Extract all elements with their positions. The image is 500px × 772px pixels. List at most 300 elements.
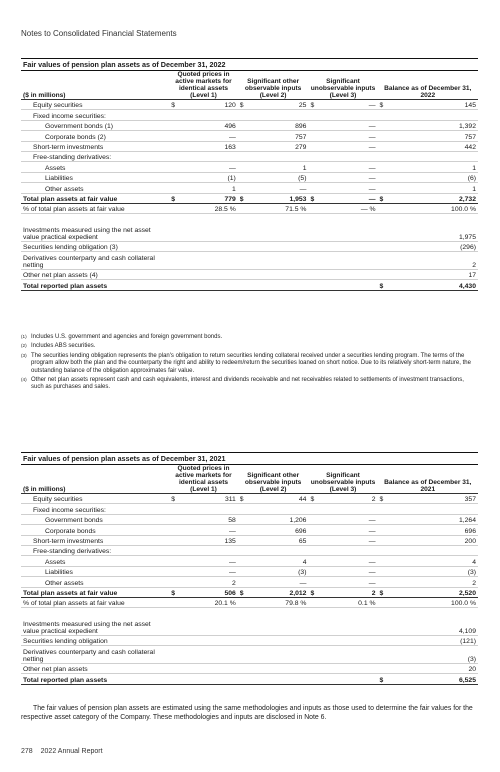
reconciliation-row xyxy=(21,664,478,674)
cell-c3: — xyxy=(318,131,377,141)
currency-symbol xyxy=(238,131,248,141)
currency-symbol xyxy=(169,183,179,193)
cell-c1: 1 xyxy=(179,183,238,193)
currency-symbol xyxy=(308,162,318,172)
cell-c4: 1,264 xyxy=(387,514,478,524)
cell-c4: 4 xyxy=(387,556,478,566)
row-label: Assets xyxy=(21,556,169,566)
spacer xyxy=(169,224,179,242)
currency-symbol xyxy=(238,556,248,566)
currency-symbol xyxy=(169,141,179,151)
footnote xyxy=(21,353,478,375)
footnotes xyxy=(21,334,478,394)
cell-c4: 1 xyxy=(387,162,478,172)
page-footer xyxy=(21,748,109,755)
cell-c3: — xyxy=(318,172,377,182)
row-label: Assets xyxy=(21,162,169,172)
footnote-text: The securities lending obligation represents the plan's obligation to return securities lending collateral received under a securities lending program. The terms of the program allow both the plan and the counterparty the right and ability to redeem/return the securities loaned on short notice. Due to its relatively short-term nature, the outstanding balance of the obligation approximates fair value. xyxy=(31,352,471,374)
row-label: Investments measured using the net asset value practical expedient xyxy=(21,224,169,242)
cell-c1: 496 xyxy=(179,120,238,130)
currency-symbol xyxy=(169,545,179,555)
footnote-marker: (2) xyxy=(21,343,27,349)
fair-value-table xyxy=(21,465,478,685)
row-label: % of total plan assets at fair value xyxy=(21,597,169,607)
cell-c3: — xyxy=(318,535,377,545)
table-row xyxy=(21,172,478,182)
spacer xyxy=(179,270,238,280)
currency-symbol xyxy=(238,504,248,514)
row-label: Other assets xyxy=(21,183,169,193)
cell-c3 xyxy=(318,504,377,514)
row-label: Total reported plan assets xyxy=(21,674,169,684)
currency-symbol xyxy=(378,162,388,172)
cell-c1: (1) xyxy=(179,172,238,182)
cell-c4: 2,732 xyxy=(387,193,478,203)
currency-symbol: $ xyxy=(238,494,248,504)
cell-c1: 506 xyxy=(179,587,238,597)
spacer xyxy=(248,224,309,242)
cell-c4 xyxy=(387,545,478,555)
currency-symbol xyxy=(378,141,388,151)
cell-c3: 0.1 % xyxy=(318,597,377,607)
cell-c3: — xyxy=(318,162,377,172)
currency-symbol xyxy=(308,504,318,514)
currency-symbol xyxy=(169,514,179,524)
currency-symbol xyxy=(308,535,318,545)
cell-c4: 200 xyxy=(387,535,478,545)
row-label: Government bonds (1) xyxy=(21,120,169,130)
currency-symbol xyxy=(238,183,248,193)
cell-c1: 2 xyxy=(179,577,238,587)
spacer xyxy=(169,252,179,270)
currency-symbol xyxy=(238,566,248,576)
row-label: Corporate bonds (2) xyxy=(21,131,169,141)
currency-symbol: $ xyxy=(169,193,179,203)
cell-value: (3) xyxy=(387,646,478,664)
row-label: Derivatives counterparty and cash collateral netting xyxy=(21,646,169,664)
spacer xyxy=(169,635,179,645)
spacer xyxy=(308,618,318,636)
spacer xyxy=(238,618,248,636)
currency-symbol xyxy=(308,151,318,161)
currency-symbol xyxy=(308,120,318,130)
spacer xyxy=(238,597,248,607)
table-row xyxy=(21,535,478,545)
cell-c4: 757 xyxy=(387,131,478,141)
row-label: Short-term investments xyxy=(21,141,169,151)
currency-symbol xyxy=(378,110,388,120)
spacer xyxy=(318,224,377,242)
col-level1: Quoted prices in active markets for identical assets (Level 1) xyxy=(169,71,238,100)
currency-symbol xyxy=(169,110,179,120)
row-label: Securities lending obligation (3) xyxy=(21,241,169,251)
cell-c1 xyxy=(179,110,238,120)
cell-c2 xyxy=(248,545,309,555)
spacer xyxy=(378,270,388,280)
currency-symbol xyxy=(378,525,388,535)
spacer xyxy=(169,674,179,684)
row-label: Other assets xyxy=(21,577,169,587)
percent-row xyxy=(21,597,478,607)
spacer xyxy=(169,597,179,607)
table-row xyxy=(21,504,478,514)
spacer xyxy=(179,252,238,270)
spacer xyxy=(318,618,377,636)
currency-symbol xyxy=(308,577,318,587)
spacer xyxy=(378,635,388,645)
cell-c2: 1 xyxy=(248,162,309,172)
row-label: Investments measured using the net asset value practical expedient xyxy=(21,618,169,636)
cell-value: (121) xyxy=(387,635,478,645)
currency-symbol xyxy=(238,151,248,161)
cell-c2: (3) xyxy=(248,566,309,576)
cell-c2: — xyxy=(248,183,309,193)
spacer xyxy=(248,674,309,684)
cell-c1 xyxy=(179,151,238,161)
currency-symbol: $ xyxy=(308,587,318,597)
currency-symbol xyxy=(378,577,388,587)
spacer xyxy=(308,635,318,645)
row-label: % of total plan assets at fair value xyxy=(21,203,169,213)
spacer xyxy=(378,252,388,270)
row-label: Corporate bonds xyxy=(21,525,169,535)
cell-c4: 145 xyxy=(387,100,478,110)
col-level2: Significant other observable inputs (Level 2) xyxy=(238,465,309,494)
spacer xyxy=(179,280,238,290)
currency-symbol xyxy=(378,131,388,141)
spacer xyxy=(378,597,388,607)
footnote-text: Includes ABS securities. xyxy=(31,343,96,350)
cell-c4: (3) xyxy=(387,566,478,576)
spacer xyxy=(378,664,388,674)
row-label: Other net plan assets xyxy=(21,664,169,674)
cell-c2: 79.8 % xyxy=(248,597,309,607)
reconciliation-row xyxy=(21,618,478,636)
currency-symbol xyxy=(308,183,318,193)
currency-symbol xyxy=(308,141,318,151)
cell-c3 xyxy=(318,545,377,555)
currency-symbol xyxy=(169,151,179,161)
cell-c1: 163 xyxy=(179,141,238,151)
currency-symbol xyxy=(169,172,179,182)
table-row xyxy=(21,110,478,120)
spacer xyxy=(308,252,318,270)
spacer xyxy=(238,280,248,290)
cell-c1: — xyxy=(179,131,238,141)
cell-c4: 2 xyxy=(387,577,478,587)
cell-c2: 65 xyxy=(248,535,309,545)
row-label: Securities lending obligation xyxy=(21,635,169,645)
spacer xyxy=(248,664,309,674)
table-header-row xyxy=(21,465,478,494)
currency-symbol xyxy=(308,172,318,182)
cell-c2 xyxy=(248,110,309,120)
spacer xyxy=(318,241,377,251)
table-row xyxy=(21,556,478,566)
page-number: 278 xyxy=(21,748,33,755)
spacer xyxy=(248,635,309,645)
cell-value: 4,430 xyxy=(387,280,478,290)
currency-symbol: $ xyxy=(378,674,388,684)
table-row xyxy=(21,141,478,151)
cell-c1: 311 xyxy=(179,494,238,504)
currency-symbol xyxy=(169,504,179,514)
cell-c2: 279 xyxy=(248,141,309,151)
currency-symbol xyxy=(238,577,248,587)
cell-c3: 2 xyxy=(318,494,377,504)
row-label: Equity securities xyxy=(21,100,169,110)
currency-symbol xyxy=(169,162,179,172)
currency-symbol xyxy=(238,120,248,130)
currency-symbol xyxy=(308,110,318,120)
cell-c2: (5) xyxy=(248,172,309,182)
spacer xyxy=(308,674,318,684)
col-label: ($ in millions) xyxy=(21,465,169,494)
spacer xyxy=(248,646,309,664)
table-row xyxy=(21,151,478,161)
row-label: Other net plan assets (4) xyxy=(21,270,169,280)
reconciliation-row xyxy=(21,646,478,664)
currency-symbol: $ xyxy=(308,494,318,504)
currency-symbol xyxy=(238,545,248,555)
cell-c3: — xyxy=(318,120,377,130)
cell-c2: — xyxy=(248,577,309,587)
spacer xyxy=(169,618,179,636)
currency-symbol: $ xyxy=(238,587,248,597)
cell-c3: 2 xyxy=(318,587,377,597)
spacer xyxy=(378,241,388,251)
currency-symbol xyxy=(169,525,179,535)
spacer xyxy=(378,224,388,242)
spacer xyxy=(238,241,248,251)
currency-symbol: $ xyxy=(378,193,388,203)
spacer xyxy=(169,664,179,674)
currency-symbol xyxy=(378,172,388,182)
spacer xyxy=(169,646,179,664)
cell-c1 xyxy=(179,545,238,555)
footnote xyxy=(21,377,478,392)
currency-symbol xyxy=(378,545,388,555)
cell-value: 6,525 xyxy=(387,674,478,684)
spacer xyxy=(308,270,318,280)
cell-c1: — xyxy=(179,566,238,576)
spacer xyxy=(308,646,318,664)
currency-symbol xyxy=(169,535,179,545)
spacer xyxy=(318,674,377,684)
currency-symbol: $ xyxy=(169,100,179,110)
spacer xyxy=(179,618,238,636)
currency-symbol: $ xyxy=(378,587,388,597)
spacer xyxy=(169,280,179,290)
cell-c4 xyxy=(387,110,478,120)
page-header: Notes to Consolidated Financial Statements xyxy=(21,29,177,38)
cell-c3: — xyxy=(318,566,377,576)
cell-c3: — % xyxy=(318,203,377,213)
spacer xyxy=(248,241,309,251)
cell-c4: 2,520 xyxy=(387,587,478,597)
cell-c1: — xyxy=(179,525,238,535)
cell-c1: 20.1 % xyxy=(179,597,238,607)
spacer xyxy=(179,664,238,674)
cell-c4: 442 xyxy=(387,141,478,151)
cell-c2: 2,012 xyxy=(248,587,309,597)
reported-total-row xyxy=(21,674,478,684)
table-row xyxy=(21,162,478,172)
cell-c1: 28.5 % xyxy=(179,203,238,213)
table-row xyxy=(21,566,478,576)
cell-c2: 44 xyxy=(248,494,309,504)
cell-c1: — xyxy=(179,162,238,172)
row-label: Total plan assets at fair value xyxy=(21,193,169,203)
col-balance: Balance as of December 31, 2021 xyxy=(378,465,478,494)
cell-c4 xyxy=(387,151,478,161)
spacer xyxy=(318,664,377,674)
col-level1: Quoted prices in active markets for identical assets (Level 1) xyxy=(169,465,238,494)
spacer xyxy=(179,646,238,664)
report-name: 2022 Annual Report xyxy=(40,748,103,755)
row-label: Free-standing derivatives: xyxy=(21,151,169,161)
cell-value: 4,109 xyxy=(387,618,478,636)
cell-c4: 100.0 % xyxy=(387,203,478,213)
currency-symbol: $ xyxy=(308,100,318,110)
cell-c3: — xyxy=(318,514,377,524)
spacer xyxy=(248,618,309,636)
total-row xyxy=(21,587,478,597)
currency-symbol xyxy=(238,525,248,535)
cell-c1: 135 xyxy=(179,535,238,545)
cell-c1 xyxy=(179,504,238,514)
cell-value: 2 xyxy=(387,252,478,270)
body-paragraph: The fair values of pension plan assets are estimated using the same methodologies and inputs as those used to determine the fair values for the respective asset category of the Company. These methodologies and inputs are disclosed in Note 6. xyxy=(21,705,473,722)
row-label: Derivatives counterparty and cash collateral netting xyxy=(21,252,169,270)
cell-value: 20 xyxy=(387,664,478,674)
spacer xyxy=(318,252,377,270)
cell-c3: — xyxy=(318,193,377,203)
table-row xyxy=(21,545,478,555)
currency-symbol xyxy=(238,110,248,120)
table-2022 xyxy=(21,58,478,291)
currency-symbol xyxy=(308,545,318,555)
cell-c2: 1,206 xyxy=(248,514,309,524)
currency-symbol xyxy=(378,504,388,514)
spacer xyxy=(238,664,248,674)
spacer xyxy=(238,635,248,645)
spacer xyxy=(248,280,309,290)
cell-c3: — xyxy=(318,100,377,110)
col-level3: Significant unobservable inputs (Level 3) xyxy=(308,465,377,494)
row-label: Equity securities xyxy=(21,494,169,504)
cell-c2: 696 xyxy=(248,525,309,535)
spacer xyxy=(378,646,388,664)
currency-symbol: $ xyxy=(238,100,248,110)
row-label: Fixed income securities: xyxy=(21,504,169,514)
reported-total-row xyxy=(21,280,478,290)
spacer xyxy=(169,203,179,213)
table-2021 xyxy=(21,452,478,685)
spacer xyxy=(179,241,238,251)
table-title: Fair values of pension plan assets as of December 31, 2021 xyxy=(21,452,478,465)
cell-c2: 4 xyxy=(248,556,309,566)
reconciliation-row xyxy=(21,241,478,251)
footnote-marker: (4) xyxy=(21,377,27,383)
currency-symbol xyxy=(378,151,388,161)
spacer xyxy=(308,224,318,242)
cell-c3: — xyxy=(318,556,377,566)
spacer xyxy=(179,635,238,645)
cell-c2: 896 xyxy=(248,120,309,130)
currency-symbol xyxy=(238,172,248,182)
cell-c4: (6) xyxy=(387,172,478,182)
reconciliation-row xyxy=(21,224,478,242)
spacer xyxy=(308,280,318,290)
currency-symbol xyxy=(169,556,179,566)
spacer xyxy=(318,280,377,290)
currency-symbol xyxy=(378,566,388,576)
spacer xyxy=(308,203,318,213)
currency-symbol xyxy=(378,183,388,193)
currency-symbol xyxy=(308,131,318,141)
currency-symbol: $ xyxy=(378,100,388,110)
spacer xyxy=(308,597,318,607)
currency-symbol xyxy=(169,131,179,141)
spacer xyxy=(169,241,179,251)
footnote-text: Includes U.S. government and agencies and foreign government bonds. xyxy=(31,334,223,340)
currency-symbol xyxy=(378,514,388,524)
reconciliation-row xyxy=(21,270,478,280)
cell-c3: — xyxy=(318,141,377,151)
table-row xyxy=(21,494,478,504)
currency-symbol xyxy=(308,566,318,576)
total-row xyxy=(21,193,478,203)
spacer xyxy=(318,635,377,645)
cell-c2: 25 xyxy=(248,100,309,110)
spacer xyxy=(238,270,248,280)
row-label: Short-term investments xyxy=(21,535,169,545)
cell-c3 xyxy=(318,151,377,161)
cell-value: 1,975 xyxy=(387,224,478,242)
currency-symbol: $ xyxy=(238,193,248,203)
currency-symbol xyxy=(169,577,179,587)
spacer xyxy=(238,224,248,242)
currency-symbol xyxy=(238,535,248,545)
row-label: Total reported plan assets xyxy=(21,280,169,290)
table-row xyxy=(21,514,478,524)
col-balance: Balance as of December 31, 2022 xyxy=(378,71,478,100)
currency-symbol xyxy=(169,566,179,576)
cell-c3 xyxy=(318,110,377,120)
row-label: Total plan assets at fair value xyxy=(21,587,169,597)
spacer xyxy=(238,646,248,664)
spacer xyxy=(308,241,318,251)
cell-c4: 696 xyxy=(387,525,478,535)
spacer xyxy=(318,646,377,664)
table-row xyxy=(21,131,478,141)
table-title: Fair values of pension plan assets as of December 31, 2022 xyxy=(21,58,478,71)
spacer xyxy=(238,252,248,270)
currency-symbol: $ xyxy=(169,587,179,597)
cell-c3: — xyxy=(318,525,377,535)
cell-c4: 1,392 xyxy=(387,120,478,130)
footnote-text: Other net plan assets represent cash and cash equivalents, interest and dividends receivable and net receivables related to settlements of investment transactions, such as purchases and sales. xyxy=(31,377,464,391)
table-header-row xyxy=(21,71,478,100)
currency-symbol xyxy=(169,120,179,130)
currency-symbol: $ xyxy=(308,193,318,203)
table-row xyxy=(21,100,478,110)
currency-symbol: $ xyxy=(378,280,388,290)
spacer xyxy=(238,203,248,213)
fair-value-table xyxy=(21,71,478,291)
table-row xyxy=(21,525,478,535)
